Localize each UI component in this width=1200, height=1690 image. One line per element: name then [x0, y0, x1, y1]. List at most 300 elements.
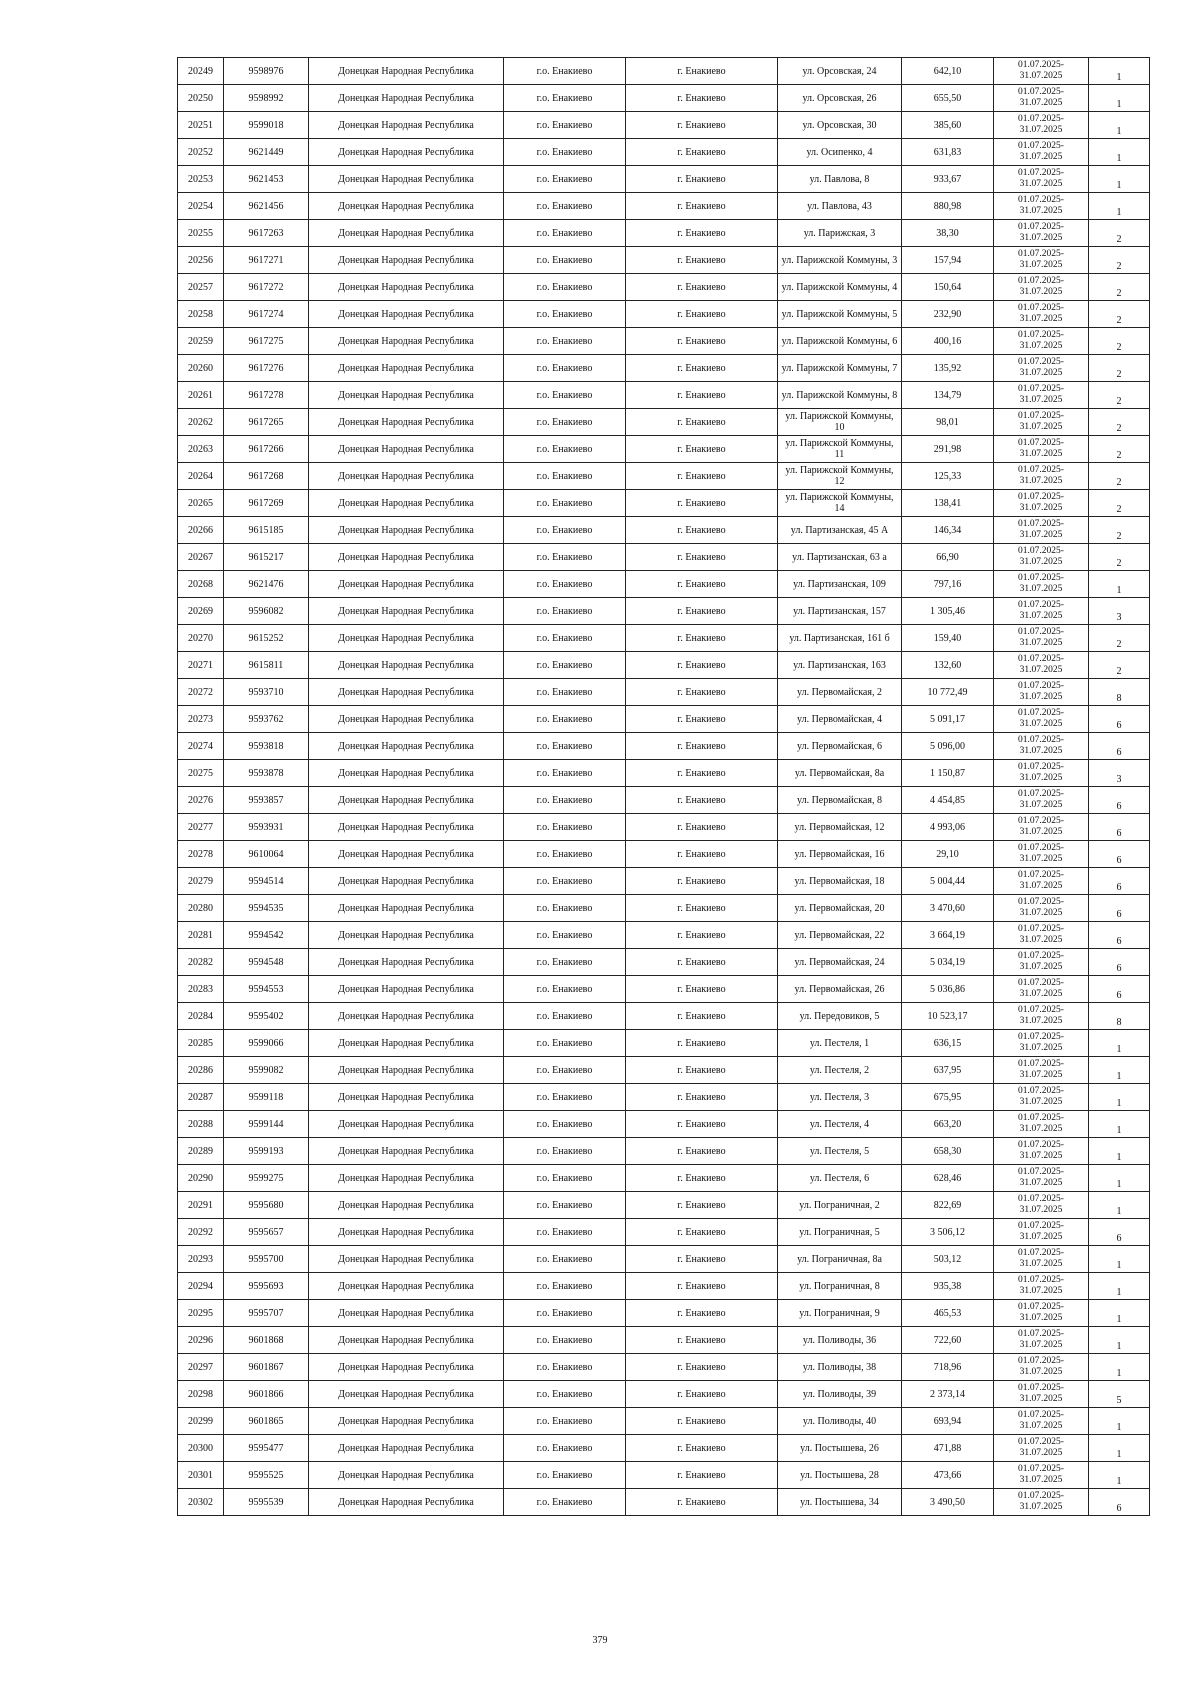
cell-address: ул. Поливоды, 36	[778, 1327, 902, 1354]
cell-id: 20279	[178, 868, 224, 895]
cell-district: г.о. Енакиево	[504, 895, 626, 922]
cell-address: ул. Павлова, 43	[778, 193, 902, 220]
table-row	[178, 1354, 1150, 1381]
cell-address: ул. Пестеля, 5	[778, 1138, 902, 1165]
table-row	[178, 1246, 1150, 1273]
cell-district: г.о. Енакиево	[504, 436, 626, 463]
cell-count: 1	[1089, 1057, 1150, 1084]
cell-region: Донецкая Народная Республика	[309, 679, 504, 706]
cell-code: 9593878	[224, 760, 309, 787]
cell-district: г.о. Енакиево	[504, 1273, 626, 1300]
cell-count: 8	[1089, 679, 1150, 706]
cell-region: Донецкая Народная Республика	[309, 1246, 504, 1273]
cell-code: 9595539	[224, 1489, 309, 1516]
cell-id: 20253	[178, 166, 224, 193]
cell-period: 01.07.2025- 31.07.2025	[994, 814, 1089, 841]
cell-region: Донецкая Народная Республика	[309, 409, 504, 436]
cell-address: ул. Первомайская, 26	[778, 976, 902, 1003]
cell-count: 1	[1089, 1300, 1150, 1327]
cell-area: 718,96	[902, 1354, 994, 1381]
cell-period: 01.07.2025- 31.07.2025	[994, 220, 1089, 247]
cell-address: ул. Партизанская, 63 а	[778, 544, 902, 571]
cell-period: 01.07.2025- 31.07.2025	[994, 1111, 1089, 1138]
cell-region: Донецкая Народная Республика	[309, 517, 504, 544]
cell-district: г.о. Енакиево	[504, 787, 626, 814]
cell-district: г.о. Енакиево	[504, 868, 626, 895]
cell-address: ул. Павлова, 8	[778, 166, 902, 193]
cell-district: г.о. Енакиево	[504, 1111, 626, 1138]
cell-address: ул. Партизанская, 45 А	[778, 517, 902, 544]
cell-code: 9599275	[224, 1165, 309, 1192]
cell-count: 1	[1089, 1030, 1150, 1057]
cell-area: 933,67	[902, 166, 994, 193]
cell-district: г.о. Енакиево	[504, 1381, 626, 1408]
cell-district: г.о. Енакиево	[504, 139, 626, 166]
table-row	[178, 247, 1150, 274]
cell-id: 20252	[178, 139, 224, 166]
cell-code: 9595693	[224, 1273, 309, 1300]
cell-area: 5 036,86	[902, 976, 994, 1003]
cell-region: Донецкая Народная Республика	[309, 1084, 504, 1111]
table-row	[178, 841, 1150, 868]
cell-area: 150,64	[902, 274, 994, 301]
cell-district: г.о. Енакиево	[504, 355, 626, 382]
cell-id: 20251	[178, 112, 224, 139]
cell-region: Донецкая Народная Республика	[309, 166, 504, 193]
cell-code: 9617274	[224, 301, 309, 328]
cell-period: 01.07.2025- 31.07.2025	[994, 598, 1089, 625]
cell-address: ул. Парижской Коммуны, 8	[778, 382, 902, 409]
cell-period: 01.07.2025- 31.07.2025	[994, 1462, 1089, 1489]
cell-count: 1	[1089, 166, 1150, 193]
cell-region: Донецкая Народная Республика	[309, 1219, 504, 1246]
cell-district: г.о. Енакиево	[504, 409, 626, 436]
cell-region: Донецкая Народная Республика	[309, 490, 504, 517]
cell-id: 20289	[178, 1138, 224, 1165]
cell-code: 9599066	[224, 1030, 309, 1057]
cell-district: г.о. Енакиево	[504, 1354, 626, 1381]
cell-district: г.о. Енакиево	[504, 1246, 626, 1273]
cell-area: 232,90	[902, 301, 994, 328]
cell-area: 5 034,19	[902, 949, 994, 976]
cell-count: 5	[1089, 1381, 1150, 1408]
cell-district: г.о. Енакиево	[504, 949, 626, 976]
cell-city: г. Енакиево	[626, 463, 778, 490]
cell-region: Донецкая Народная Республика	[309, 814, 504, 841]
cell-address: ул. Пестеля, 6	[778, 1165, 902, 1192]
cell-id: 20256	[178, 247, 224, 274]
cell-code: 9617271	[224, 247, 309, 274]
cell-code: 9593818	[224, 733, 309, 760]
cell-code: 9595657	[224, 1219, 309, 1246]
cell-area: 135,92	[902, 355, 994, 382]
cell-address: ул. Первомайская, 22	[778, 922, 902, 949]
registry-table	[177, 57, 1150, 1516]
cell-region: Донецкая Народная Республика	[309, 112, 504, 139]
cell-district: г.о. Енакиево	[504, 760, 626, 787]
cell-count: 6	[1089, 976, 1150, 1003]
table-row	[178, 625, 1150, 652]
table-row	[178, 1327, 1150, 1354]
cell-district: г.о. Енакиево	[504, 328, 626, 355]
cell-region: Донецкая Народная Республика	[309, 1354, 504, 1381]
cell-id: 20292	[178, 1219, 224, 1246]
cell-period: 01.07.2025- 31.07.2025	[994, 1138, 1089, 1165]
cell-district: г.о. Енакиево	[504, 1219, 626, 1246]
cell-code: 9594535	[224, 895, 309, 922]
cell-id: 20296	[178, 1327, 224, 1354]
cell-region: Донецкая Народная Республика	[309, 733, 504, 760]
cell-area: 693,94	[902, 1408, 994, 1435]
cell-city: г. Енакиево	[626, 760, 778, 787]
table-row	[178, 949, 1150, 976]
cell-city: г. Енакиево	[626, 544, 778, 571]
cell-city: г. Енакиево	[626, 220, 778, 247]
cell-id: 20259	[178, 328, 224, 355]
table-row	[178, 1219, 1150, 1246]
cell-district: г.о. Енакиево	[504, 544, 626, 571]
cell-district: г.о. Енакиево	[504, 1435, 626, 1462]
cell-district: г.о. Енакиево	[504, 1300, 626, 1327]
cell-id: 20278	[178, 841, 224, 868]
cell-count: 2	[1089, 544, 1150, 571]
table-row	[178, 1300, 1150, 1327]
cell-district: г.о. Енакиево	[504, 1030, 626, 1057]
cell-count: 6	[1089, 922, 1150, 949]
cell-area: 1 150,87	[902, 760, 994, 787]
cell-count: 1	[1089, 1354, 1150, 1381]
cell-count: 6	[1089, 1219, 1150, 1246]
cell-count: 6	[1089, 841, 1150, 868]
cell-region: Донецкая Народная Республика	[309, 1003, 504, 1030]
cell-region: Донецкая Народная Республика	[309, 652, 504, 679]
cell-district: г.о. Енакиево	[504, 112, 626, 139]
cell-district: г.о. Енакиево	[504, 382, 626, 409]
cell-period: 01.07.2025- 31.07.2025	[994, 1246, 1089, 1273]
table-row	[178, 733, 1150, 760]
table-row	[178, 355, 1150, 382]
cell-count: 1	[1089, 1192, 1150, 1219]
cell-period: 01.07.2025- 31.07.2025	[994, 247, 1089, 274]
cell-region: Донецкая Народная Республика	[309, 355, 504, 382]
cell-area: 146,34	[902, 517, 994, 544]
cell-period: 01.07.2025- 31.07.2025	[994, 274, 1089, 301]
cell-count: 1	[1089, 1246, 1150, 1273]
table-row	[178, 166, 1150, 193]
cell-city: г. Енакиево	[626, 1057, 778, 1084]
cell-region: Донецкая Народная Республика	[309, 895, 504, 922]
cell-period: 01.07.2025- 31.07.2025	[994, 355, 1089, 382]
cell-id: 20293	[178, 1246, 224, 1273]
cell-count: 2	[1089, 463, 1150, 490]
cell-district: г.о. Енакиево	[504, 1003, 626, 1030]
cell-id: 20262	[178, 409, 224, 436]
cell-address: ул. Первомайская, 12	[778, 814, 902, 841]
cell-city: г. Енакиево	[626, 841, 778, 868]
cell-id: 20301	[178, 1462, 224, 1489]
cell-count: 1	[1089, 1462, 1150, 1489]
cell-code: 9615185	[224, 517, 309, 544]
table-row	[178, 1192, 1150, 1219]
cell-address: ул. Первомайская, 2	[778, 679, 902, 706]
table-row	[178, 463, 1150, 490]
cell-address: ул. Парижской Коммуны, 12	[778, 463, 902, 490]
cell-period: 01.07.2025- 31.07.2025	[994, 1273, 1089, 1300]
cell-count: 2	[1089, 301, 1150, 328]
cell-period: 01.07.2025- 31.07.2025	[994, 976, 1089, 1003]
cell-code: 9617263	[224, 220, 309, 247]
cell-address: ул. Пестеля, 3	[778, 1084, 902, 1111]
cell-code: 9594514	[224, 868, 309, 895]
cell-id: 20280	[178, 895, 224, 922]
cell-code: 9617266	[224, 436, 309, 463]
cell-city: г. Енакиево	[626, 1300, 778, 1327]
cell-district: г.о. Енакиево	[504, 1138, 626, 1165]
cell-address: ул. Первомайская, 8а	[778, 760, 902, 787]
table-row	[178, 1381, 1150, 1408]
cell-period: 01.07.2025- 31.07.2025	[994, 1084, 1089, 1111]
cell-district: г.о. Енакиево	[504, 490, 626, 517]
cell-code: 9598976	[224, 58, 309, 85]
cell-count: 1	[1089, 1138, 1150, 1165]
table-row	[178, 112, 1150, 139]
cell-count: 2	[1089, 652, 1150, 679]
table-row	[178, 787, 1150, 814]
cell-count: 6	[1089, 814, 1150, 841]
cell-id: 20269	[178, 598, 224, 625]
cell-address: ул. Пестеля, 4	[778, 1111, 902, 1138]
table-row	[178, 193, 1150, 220]
cell-address: ул. Поливоды, 39	[778, 1381, 902, 1408]
table-row	[178, 1138, 1150, 1165]
cell-city: г. Енакиево	[626, 1003, 778, 1030]
cell-code: 9601867	[224, 1354, 309, 1381]
cell-id: 20264	[178, 463, 224, 490]
cell-district: г.о. Енакиево	[504, 841, 626, 868]
cell-city: г. Енакиево	[626, 868, 778, 895]
cell-code: 9594553	[224, 976, 309, 1003]
cell-region: Донецкая Народная Республика	[309, 949, 504, 976]
cell-city: г. Енакиево	[626, 922, 778, 949]
cell-city: г. Енакиево	[626, 112, 778, 139]
cell-city: г. Енакиево	[626, 1111, 778, 1138]
cell-id: 20254	[178, 193, 224, 220]
cell-region: Донецкая Народная Республика	[309, 787, 504, 814]
cell-code: 9593710	[224, 679, 309, 706]
cell-address: ул. Партизанская, 109	[778, 571, 902, 598]
table-row	[178, 895, 1150, 922]
cell-city: г. Енакиево	[626, 1273, 778, 1300]
table-row	[178, 301, 1150, 328]
cell-district: г.о. Енакиево	[504, 1192, 626, 1219]
cell-city: г. Енакиево	[626, 1408, 778, 1435]
cell-period: 01.07.2025- 31.07.2025	[994, 112, 1089, 139]
cell-period: 01.07.2025- 31.07.2025	[994, 490, 1089, 517]
cell-district: г.о. Енакиево	[504, 247, 626, 274]
table-row	[178, 1003, 1150, 1030]
cell-area: 138,41	[902, 490, 994, 517]
cell-district: г.о. Енакиево	[504, 1327, 626, 1354]
cell-id: 20294	[178, 1273, 224, 1300]
cell-id: 20273	[178, 706, 224, 733]
cell-district: г.о. Енакиево	[504, 1165, 626, 1192]
table-row	[178, 652, 1150, 679]
cell-count: 6	[1089, 868, 1150, 895]
cell-city: г. Енакиево	[626, 1462, 778, 1489]
cell-period: 01.07.2025- 31.07.2025	[994, 1300, 1089, 1327]
cell-address: ул. Партизанская, 163	[778, 652, 902, 679]
cell-region: Донецкая Народная Республика	[309, 328, 504, 355]
cell-region: Донецкая Народная Республика	[309, 58, 504, 85]
cell-id: 20268	[178, 571, 224, 598]
cell-region: Донецкая Народная Республика	[309, 463, 504, 490]
cell-code: 9599018	[224, 112, 309, 139]
cell-district: г.о. Енакиево	[504, 1462, 626, 1489]
cell-id: 20271	[178, 652, 224, 679]
cell-address: ул. Осипенко, 4	[778, 139, 902, 166]
cell-area: 631,83	[902, 139, 994, 166]
cell-city: г. Енакиево	[626, 355, 778, 382]
cell-code: 9595402	[224, 1003, 309, 1030]
cell-area: 1 305,46	[902, 598, 994, 625]
cell-area: 642,10	[902, 58, 994, 85]
cell-area: 797,16	[902, 571, 994, 598]
cell-address: ул. Пограничная, 2	[778, 1192, 902, 1219]
cell-area: 3 664,19	[902, 922, 994, 949]
cell-city: г. Енакиево	[626, 625, 778, 652]
cell-code: 9615217	[224, 544, 309, 571]
cell-district: г.о. Енакиево	[504, 814, 626, 841]
cell-count: 2	[1089, 247, 1150, 274]
cell-code: 9596082	[224, 598, 309, 625]
cell-city: г. Енакиево	[626, 1219, 778, 1246]
cell-area: 473,66	[902, 1462, 994, 1489]
table-row	[178, 1057, 1150, 1084]
table-row	[178, 1462, 1150, 1489]
cell-area: 291,98	[902, 436, 994, 463]
cell-address: ул. Партизанская, 161 б	[778, 625, 902, 652]
cell-id: 20285	[178, 1030, 224, 1057]
cell-district: г.о. Енакиево	[504, 220, 626, 247]
cell-period: 01.07.2025- 31.07.2025	[994, 139, 1089, 166]
cell-district: г.о. Енакиево	[504, 679, 626, 706]
cell-area: 159,40	[902, 625, 994, 652]
cell-id: 20287	[178, 1084, 224, 1111]
cell-region: Донецкая Народная Республика	[309, 1489, 504, 1516]
table-row	[178, 1435, 1150, 1462]
cell-area: 5 004,44	[902, 868, 994, 895]
cell-code: 9601868	[224, 1327, 309, 1354]
cell-address: ул. Первомайская, 4	[778, 706, 902, 733]
cell-address: ул. Первомайская, 24	[778, 949, 902, 976]
cell-district: г.о. Енакиево	[504, 517, 626, 544]
cell-period: 01.07.2025- 31.07.2025	[994, 328, 1089, 355]
cell-district: г.о. Енакиево	[504, 706, 626, 733]
cell-count: 2	[1089, 625, 1150, 652]
cell-period: 01.07.2025- 31.07.2025	[994, 1381, 1089, 1408]
table-row	[178, 571, 1150, 598]
cell-district: г.о. Енакиево	[504, 1489, 626, 1516]
cell-code: 9617278	[224, 382, 309, 409]
cell-region: Донецкая Народная Республика	[309, 598, 504, 625]
cell-period: 01.07.2025- 31.07.2025	[994, 652, 1089, 679]
cell-area: 628,46	[902, 1165, 994, 1192]
cell-period: 01.07.2025- 31.07.2025	[994, 1003, 1089, 1030]
cell-code: 9621453	[224, 166, 309, 193]
cell-city: г. Енакиево	[626, 409, 778, 436]
cell-area: 400,16	[902, 328, 994, 355]
cell-area: 822,69	[902, 1192, 994, 1219]
cell-region: Донецкая Народная Республика	[309, 193, 504, 220]
cell-id: 20284	[178, 1003, 224, 1030]
cell-code: 9595525	[224, 1462, 309, 1489]
cell-period: 01.07.2025- 31.07.2025	[994, 868, 1089, 895]
table-row	[178, 1408, 1150, 1435]
cell-id: 20263	[178, 436, 224, 463]
table-row	[178, 1489, 1150, 1516]
table-row	[178, 1273, 1150, 1300]
cell-period: 01.07.2025- 31.07.2025	[994, 760, 1089, 787]
cell-code: 9617265	[224, 409, 309, 436]
cell-period: 01.07.2025- 31.07.2025	[994, 544, 1089, 571]
cell-address: ул. Постышева, 34	[778, 1489, 902, 1516]
cell-count: 1	[1089, 85, 1150, 112]
cell-city: г. Енакиево	[626, 1165, 778, 1192]
cell-city: г. Енакиево	[626, 679, 778, 706]
cell-address: ул. Парижской Коммуны, 3	[778, 247, 902, 274]
cell-district: г.о. Енакиево	[504, 598, 626, 625]
cell-period: 01.07.2025- 31.07.2025	[994, 166, 1089, 193]
cell-code: 9599193	[224, 1138, 309, 1165]
cell-count: 6	[1089, 706, 1150, 733]
cell-period: 01.07.2025- 31.07.2025	[994, 409, 1089, 436]
cell-code: 9617275	[224, 328, 309, 355]
cell-city: г. Енакиево	[626, 1246, 778, 1273]
cell-district: г.о. Енакиево	[504, 58, 626, 85]
cell-id: 20250	[178, 85, 224, 112]
cell-region: Донецкая Народная Республика	[309, 1381, 504, 1408]
cell-city: г. Енакиево	[626, 139, 778, 166]
cell-address: ул. Парижской Коммуны, 4	[778, 274, 902, 301]
table-row	[178, 1084, 1150, 1111]
table-row	[178, 220, 1150, 247]
cell-district: г.о. Енакиево	[504, 1084, 626, 1111]
cell-city: г. Енакиево	[626, 814, 778, 841]
table-row	[178, 922, 1150, 949]
cell-region: Донецкая Народная Республика	[309, 544, 504, 571]
cell-region: Донецкая Народная Республика	[309, 139, 504, 166]
cell-address: ул. Пограничная, 8а	[778, 1246, 902, 1273]
cell-region: Донецкая Народная Республика	[309, 1327, 504, 1354]
page-number: 379	[592, 1635, 608, 1646]
cell-count: 3	[1089, 760, 1150, 787]
cell-id: 20286	[178, 1057, 224, 1084]
cell-code: 9617269	[224, 490, 309, 517]
cell-region: Донецкая Народная Республика	[309, 760, 504, 787]
table-row	[178, 436, 1150, 463]
cell-district: г.о. Енакиево	[504, 166, 626, 193]
cell-area: 4 993,06	[902, 814, 994, 841]
cell-address: ул. Парижской Коммуны, 6	[778, 328, 902, 355]
cell-area: 880,98	[902, 193, 994, 220]
cell-region: Донецкая Народная Республика	[309, 1057, 504, 1084]
table-row	[178, 409, 1150, 436]
cell-address: ул. Пестеля, 1	[778, 1030, 902, 1057]
cell-code: 9621456	[224, 193, 309, 220]
cell-code: 9599118	[224, 1084, 309, 1111]
cell-count: 1	[1089, 1165, 1150, 1192]
cell-region: Донецкая Народная Республика	[309, 571, 504, 598]
